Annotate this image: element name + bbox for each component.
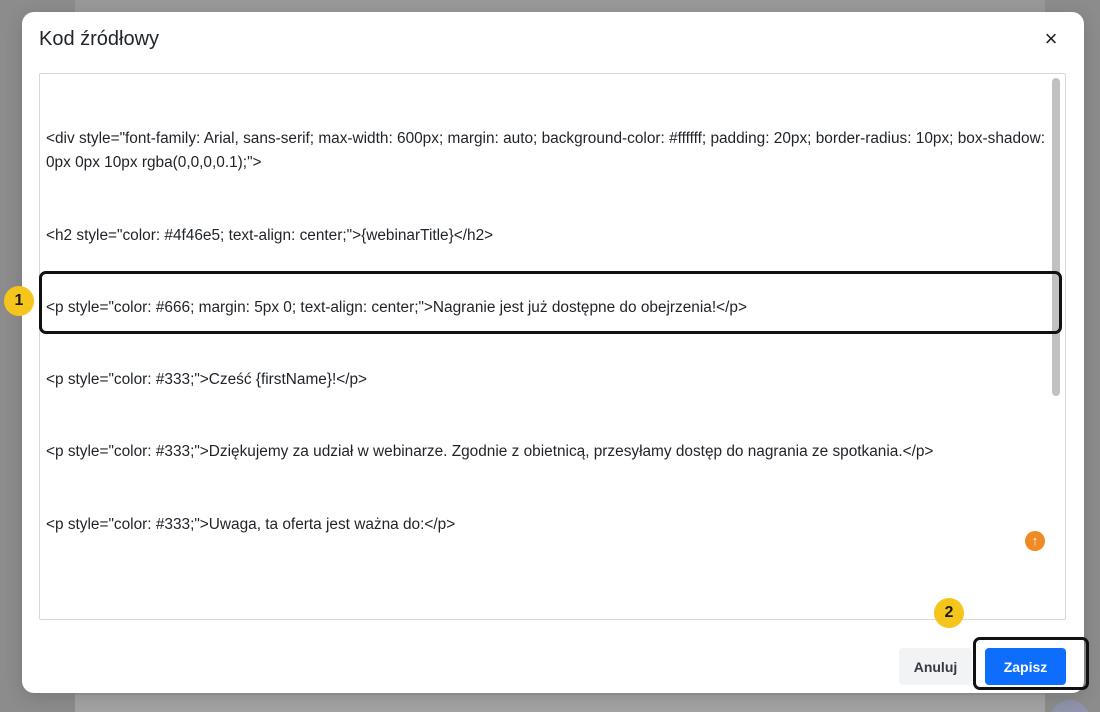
arrow-up-icon[interactable]: ↑ (1025, 531, 1045, 551)
code-line (46, 585, 1046, 609)
code-line: <div style="font-family: Arial, sans-serif; max-width: 600px; margin: auto; background-color: #ffffff; padding: 20px; border-radius: 10px; box-shadow: 0px 0px 10px rgba(0,0,0,0.1);"> (46, 130, 1050, 172)
code-line: <p style="color: #333;">Cześć {firstName}!</p> (46, 371, 368, 389)
save-button[interactable]: Zapisz (985, 648, 1066, 685)
code-line: <p style="color: #333;">Dziękujemy za udział w webinarze. Zgodnie z obietnicą, przesyłamy dostęp do nagrania ze spotkania.</p> (46, 443, 934, 461)
code-line: <p style="color: #666; margin: 5px 0; text-align: center;">Nagranie jest już dostępne do obejrzenia!</p> (46, 298, 747, 316)
annotation-marker-1: 1 (4, 286, 34, 316)
close-icon[interactable]: × (1044, 26, 1058, 51)
background-strip (75, 695, 1045, 712)
background-avatar (1050, 700, 1090, 712)
source-code-textarea[interactable] (39, 73, 1066, 620)
vertical-scrollbar[interactable] (1052, 78, 1060, 396)
dialog-title: Kod źródłowy (39, 28, 160, 50)
code-content[interactable] (46, 79, 1050, 620)
cancel-button[interactable]: Anuluj (899, 648, 972, 685)
annotation-marker-2: 2 (934, 598, 964, 628)
code-line: <h2 style="color: #4f46e5; text-align: center;">{webinarTitle}</h2> (46, 226, 494, 244)
code-line: <p style="color: #333;">Uwaga, ta oferta jest ważna do:</p> (46, 515, 456, 533)
source-code-dialog (22, 12, 1084, 693)
